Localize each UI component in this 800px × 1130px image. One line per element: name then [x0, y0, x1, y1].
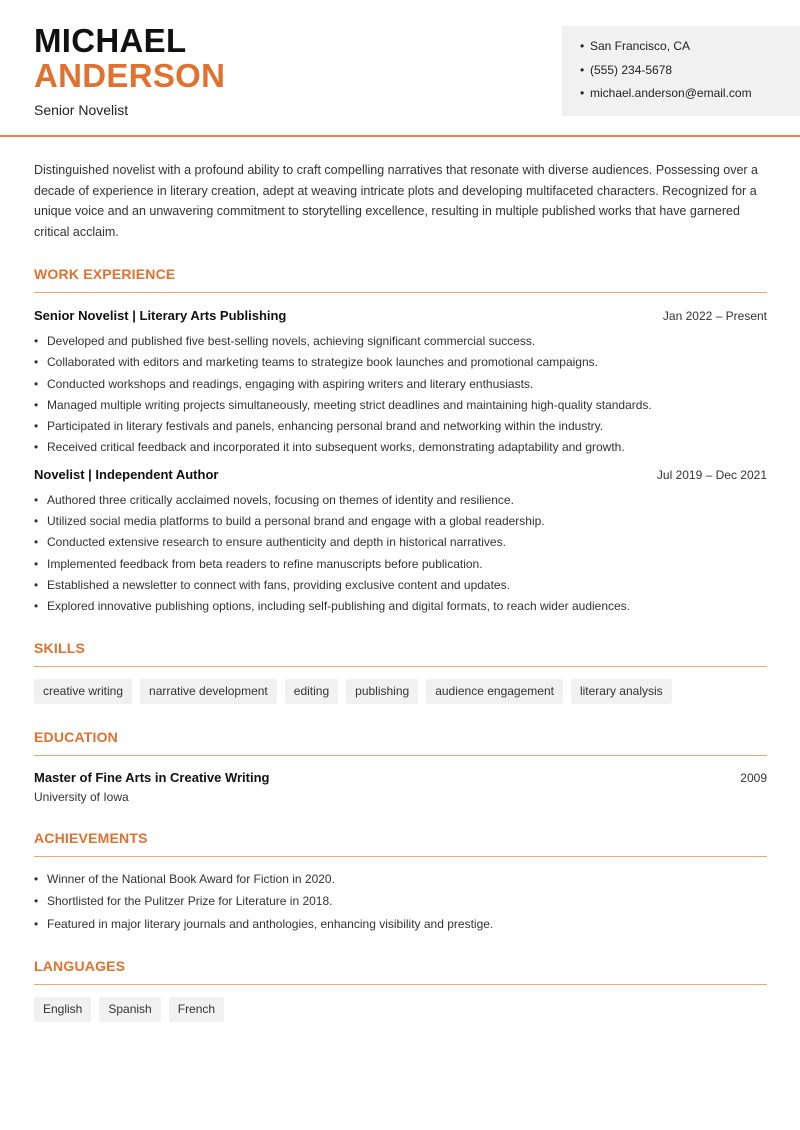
job-date: Jul 2019 – Dec 2021 [656, 467, 767, 482]
contact-box [562, 26, 800, 116]
summary: Distinguished novelist with a profound ability to craft compelling narratives that resonate with diverse audiences. Possessing over a decade of experience in literary creation, adept at weaving intricate plots and developing multifaceted characters. Recognized for a unique voice and an unwavering commitment to storytelling excellence, resulting in multiple published works that have garnered critical acclaim. [34, 163, 758, 239]
job-bullets [34, 492, 767, 620]
languages-section-title: LANGUAGES [34, 958, 126, 975]
list-item: • Collaborated with editors and marketing teams to strategize book launches and promotional campaigns. [34, 355, 598, 370]
skill-chip: narrative development [140, 679, 277, 704]
education-entry [34, 770, 767, 804]
work-section [34, 266, 767, 620]
skill-chip: audience engagement [426, 679, 563, 704]
list-item: • Conducted workshops and readings, engaging with aspiring writers and literary enthusiasts. [34, 376, 534, 391]
education-section [34, 729, 767, 804]
contact-phone-text: (555) 234-5678 [590, 62, 673, 77]
list-item: • Received critical feedback and incorporated it into subsequent works, demonstrating adaptability and growth. [34, 440, 625, 455]
list-item: • Featured in major literary journals and anthologies, enhancing visibility and prestige. [34, 916, 494, 931]
skills-section-title: SKILLS [34, 639, 85, 656]
skills-chips [34, 679, 767, 704]
contact-email-text[interactable]: michael.anderson@email.com [590, 86, 752, 100]
skill-chip: literary analysis [571, 679, 672, 704]
list-item: • Authored three critically acclaimed novels, focusing on themes of identity and resilience. [34, 492, 514, 507]
list-item: • Implemented feedback from beta readers to refine manuscripts before publication. [34, 556, 483, 571]
resume-header [0, 0, 800, 137]
job-role: Novelist | Independent Author [34, 466, 219, 482]
section-divider [34, 984, 767, 985]
resume-content [34, 160, 767, 1022]
section-divider [34, 666, 767, 667]
list-item: • Managed multiple writing projects simultaneously, meeting strict deadlines and maintaining high-quality standards. [34, 397, 652, 412]
language-chip: Spanish [99, 997, 160, 1022]
language-chip: French [169, 997, 224, 1022]
list-item: • Utilized social media platforms to build a personal brand and engage with a global readership. [34, 514, 545, 529]
job-entry [34, 467, 767, 620]
language-chip: English [34, 997, 91, 1022]
job-bullets [34, 333, 767, 461]
list-item: • Participated in literary festivals and panels, enhancing personal brand and networking within the industry. [34, 419, 604, 434]
job-role: Senior Novelist | Literary Arts Publishing [34, 308, 287, 323]
list-item: • Winner of the National Book Award for Fiction in 2020. [34, 871, 335, 886]
achievements-section-title: ACHIEVEMENTS [34, 829, 148, 846]
edu-year: 2009 [740, 770, 767, 785]
achievements-section [34, 830, 767, 939]
work-section-title: WORK EXPERIENCE [34, 266, 176, 282]
contact-location-text: San Francisco, CA [590, 39, 691, 53]
list-item: • Shortlisted for the Pulitzer Prize for Literature in 2018. [34, 894, 333, 909]
first-name: MICHAEL [34, 22, 187, 59]
list-item: • Conducted extensive research to ensure authenticity and depth in historical narratives. [34, 535, 506, 550]
languages-chips [34, 997, 767, 1022]
job-entry [34, 308, 767, 461]
job-date: Jan 2022 – Present [662, 309, 767, 323]
section-divider [34, 856, 767, 857]
bullet-icon: • [580, 62, 585, 77]
skills-section [34, 640, 767, 704]
languages-section [34, 958, 767, 1022]
last-name: ANDERSON [34, 57, 226, 94]
section-divider [34, 292, 767, 293]
bullet-icon: • [580, 86, 585, 100]
section-divider [34, 755, 767, 756]
list-item: • Established a newsletter to connect with fans, providing exclusive content and updates. [34, 577, 510, 592]
education-section-title: EDUCATION [34, 728, 118, 745]
contact-email [580, 85, 800, 109]
job-title: Senior Novelist [34, 102, 129, 118]
list-item: • Developed and published five best-selling novels, achieving significant commercial success. [34, 334, 536, 348]
bullet-icon: • [580, 39, 585, 53]
contact-phone [580, 62, 800, 86]
skill-chip: editing [285, 679, 338, 704]
name-block [34, 24, 225, 118]
contact-location [580, 38, 800, 62]
list-item: • Explored innovative publishing options, including self-publishing and digital formats, to reach wider audiences. [34, 599, 631, 614]
edu-degree: Master of Fine Arts in Creative Writing [34, 769, 270, 785]
skill-chip: creative writing [34, 679, 132, 704]
achievements-list [34, 871, 767, 939]
skill-chip: publishing [346, 679, 418, 704]
edu-school: University of Iowa [34, 789, 129, 804]
